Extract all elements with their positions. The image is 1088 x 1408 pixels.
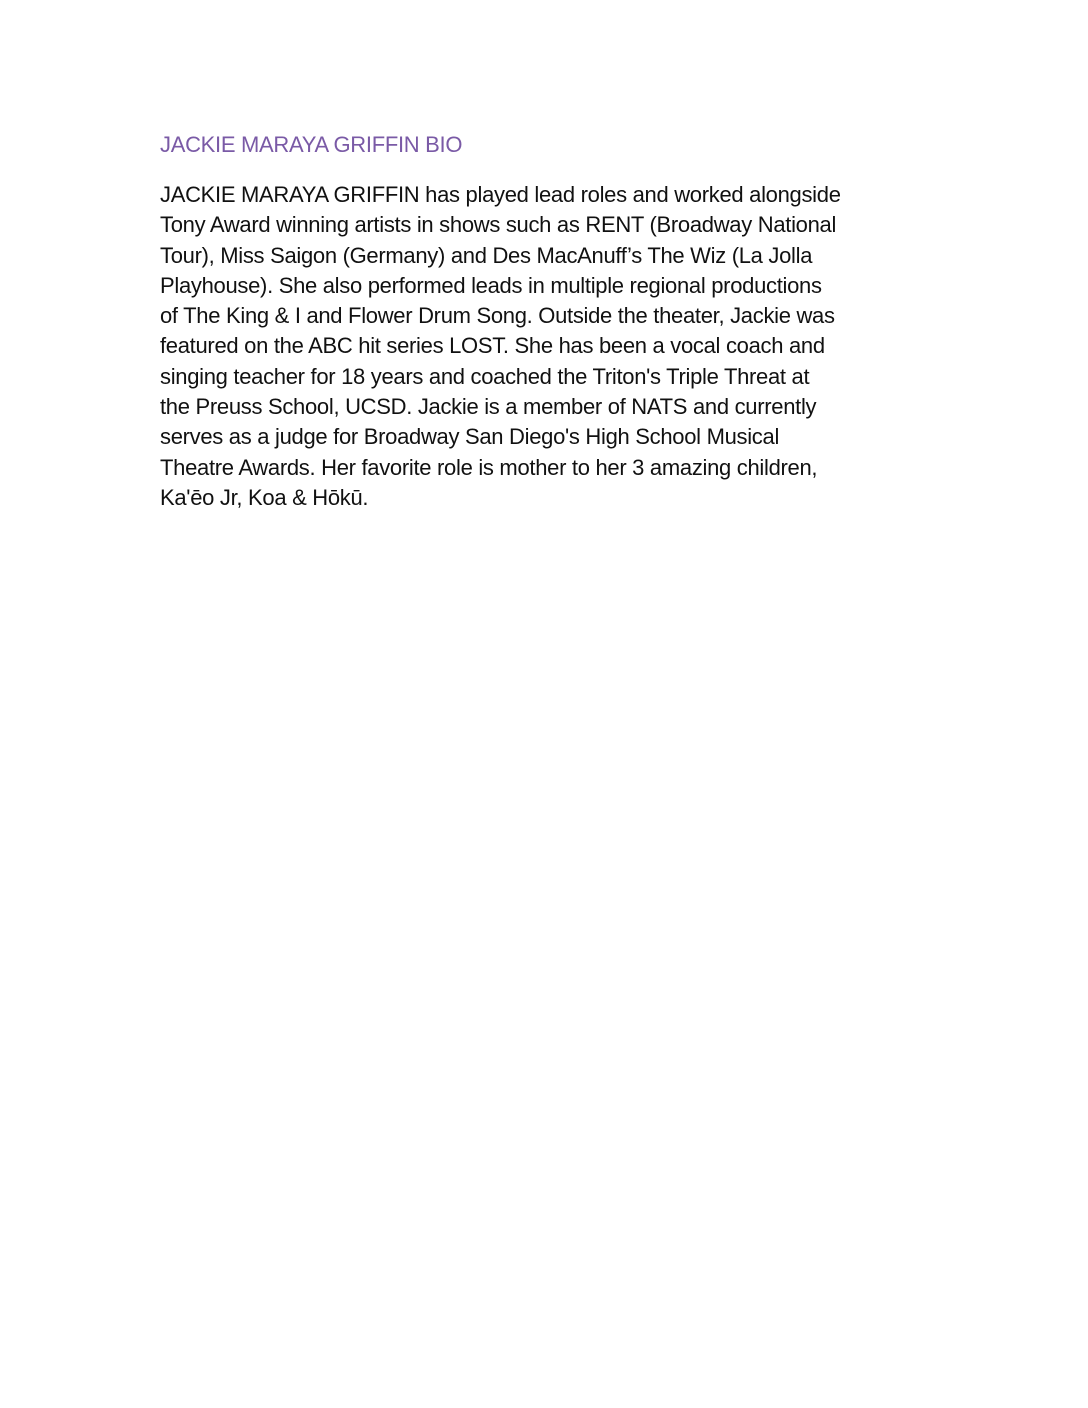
bio-line: Tony Award winning artists in shows such as RENT (Broadway National [160,212,837,238]
bio-line: the Preuss School, UCSD. Jackie is a member of NATS and currently [160,394,817,420]
bio-line: Ka'ēo Jr, Koa & Hōkū. [160,484,369,510]
bio-paragraph [160,180,940,513]
bio-line: singing teacher for 18 years and coached the Triton's Triple Threat at [160,363,810,389]
bio-line: JACKIE MARAYA GRIFFIN has played lead roles and worked alongside [160,182,841,207]
bio-line: featured on the ABC hit series LOST. She has been a vocal coach and [160,333,825,359]
bio-line: serves as a judge for Broadway San Diego's High School Musical [160,424,780,450]
bio-line: Tour), Miss Saigon (Germany) and Des MacAnuff’s The Wiz (La Jolla [160,242,813,268]
bio-title: JACKIE MARAYA GRIFFIN BIO [160,132,463,157]
bio-line: Playhouse). She also performed leads in multiple regional productions [160,272,822,298]
bio-line: of The King & I and Flower Drum Song. Outside the theater, Jackie was [160,303,835,329]
bio-line: Theatre Awards. Her favorite role is mother to her 3 amazing children, [160,454,818,480]
